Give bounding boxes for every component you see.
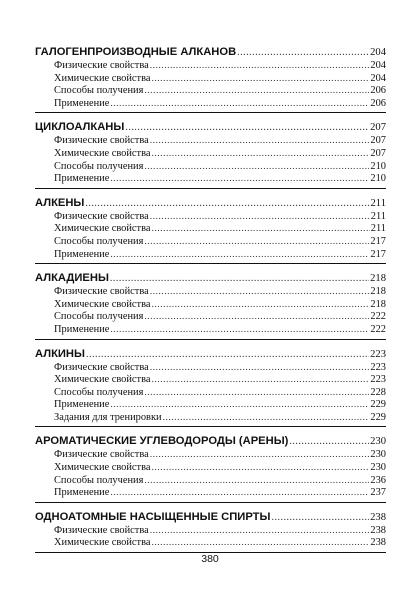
toc-entry-title: Применение — [54, 323, 110, 335]
dot-leader — [289, 434, 369, 450]
toc-entry-page: 230 — [370, 449, 386, 461]
dot-leader — [150, 449, 370, 462]
toc-section — [35, 509, 386, 553]
toc-entry-page: 206 — [370, 85, 386, 97]
toc-entry-title: Химические свойства — [54, 147, 151, 159]
toc-entry-page: 217 — [370, 248, 386, 260]
dot-leader — [150, 525, 370, 538]
dot-leader — [110, 271, 369, 287]
toc-section — [35, 119, 386, 188]
toc-section — [35, 433, 386, 502]
toc-entry — [35, 73, 386, 86]
toc-entry-title: Способы получения — [54, 235, 144, 247]
section-heading-page: 230 — [370, 436, 386, 448]
toc-entry-page: 222 — [370, 311, 386, 323]
toc-entry-page: 236 — [370, 474, 386, 486]
dot-leader — [151, 374, 369, 387]
dot-leader — [144, 161, 369, 174]
toc-entry-page: 211 — [370, 223, 386, 235]
toc-entry — [35, 148, 386, 161]
dot-leader — [151, 148, 369, 161]
toc-entry-page: 206 — [370, 97, 386, 109]
section-heading — [35, 44, 386, 60]
toc-entry — [35, 412, 386, 425]
toc-entry-page: 207 — [370, 147, 386, 159]
toc-entry-title: Применение — [54, 399, 110, 411]
toc-entry — [35, 211, 386, 224]
table-of-contents — [35, 44, 386, 559]
toc-entry-title: Способы получения — [54, 386, 144, 398]
toc-entry — [35, 399, 386, 412]
toc-entry-page: 211 — [370, 210, 386, 222]
toc-entry-title: Физические свойства — [54, 60, 149, 71]
toc-entry-page: 230 — [370, 462, 386, 474]
toc-entry — [35, 311, 386, 324]
toc-entry-title: Применение — [54, 173, 110, 185]
toc-entry-title: Химические свойства — [54, 374, 151, 386]
toc-entry-title: Химические свойства — [54, 537, 151, 549]
toc-entry — [35, 286, 386, 299]
section-heading — [35, 270, 386, 286]
section-heading-title: АЛКЕНЫ — [35, 196, 85, 209]
dot-leader — [144, 475, 369, 488]
dot-leader — [144, 85, 369, 98]
toc-entry — [35, 462, 386, 475]
dot-leader — [110, 173, 369, 186]
section-heading-title: ОДНОАТОМНЫЕ НАСЫЩЕННЫЕ СПИРТЫ — [35, 510, 271, 523]
dot-leader — [271, 510, 369, 526]
toc-entry-title: Физические свойства — [54, 361, 149, 373]
toc-entry-title: Физические свойства — [54, 286, 149, 298]
toc-entry-title: Способы получения — [54, 85, 144, 97]
section-heading-page: 218 — [370, 273, 386, 285]
section-heading-title: АРОМАТИЧЕСКИЕ УГЛЕВОДОРОДЫ (АРЕНЫ) — [35, 435, 289, 448]
dot-leader — [151, 462, 369, 475]
toc-entry-title: Химические свойства — [54, 462, 151, 474]
toc-entry-page: 223 — [370, 374, 386, 386]
toc-entry-page: 207 — [370, 135, 386, 147]
dot-leader — [151, 73, 369, 86]
toc-entry-title: Физические свойства — [54, 210, 149, 222]
toc-entry — [35, 85, 386, 98]
toc-entry — [35, 299, 386, 312]
toc-entry-title: Способы получения — [54, 160, 144, 172]
toc-entry — [35, 374, 386, 387]
dot-leader — [86, 347, 369, 363]
section-heading — [35, 509, 386, 525]
toc-entry-page: 210 — [370, 160, 386, 172]
section-heading-page: 238 — [370, 511, 386, 523]
toc-entry-page: 204 — [370, 60, 386, 71]
dot-leader — [163, 412, 370, 425]
toc-entry-title: Задания для тренировки — [54, 411, 162, 423]
toc-entry — [35, 249, 386, 262]
section-heading-page: 204 — [370, 47, 386, 58]
toc-entry — [35, 236, 386, 249]
toc-entry — [35, 475, 386, 488]
page-number: 380 — [201, 553, 219, 565]
toc-entry-page: 218 — [370, 298, 386, 310]
dot-leader — [144, 387, 369, 400]
section-heading-title: АЛКАДИЕНЫ — [35, 272, 109, 285]
dot-leader — [151, 299, 369, 312]
dot-leader — [150, 60, 370, 73]
toc-entry-page: 204 — [370, 72, 386, 84]
dot-leader — [150, 211, 370, 224]
dot-leader — [110, 487, 369, 500]
toc-entry-title: Физические свойства — [54, 524, 149, 536]
toc-entry-page: 228 — [370, 386, 386, 398]
toc-entry — [35, 362, 386, 375]
toc-entry-title: Химические свойства — [54, 72, 151, 84]
toc-section — [35, 270, 386, 339]
toc-entry — [35, 161, 386, 174]
section-heading — [35, 433, 386, 449]
section-heading — [35, 195, 386, 211]
section-heading-page: 207 — [370, 122, 386, 134]
toc-entry-title: Способы получения — [54, 311, 144, 323]
dot-leader — [110, 324, 369, 337]
toc-section — [35, 44, 386, 113]
toc-entry-page: 237 — [370, 487, 386, 499]
dot-leader — [125, 120, 369, 136]
toc-entry-page: 217 — [370, 235, 386, 247]
dot-leader — [150, 135, 370, 148]
toc-entry — [35, 525, 386, 538]
toc-entry-title: Физические свойства — [54, 135, 149, 147]
section-heading-page: 211 — [370, 197, 386, 209]
toc-entry-page: 218 — [370, 286, 386, 298]
dot-leader — [144, 311, 369, 324]
dot-leader — [85, 196, 369, 212]
toc-section — [35, 195, 386, 264]
toc-entry-page: 223 — [370, 361, 386, 373]
toc-entry — [35, 60, 386, 73]
toc-section — [35, 346, 386, 428]
toc-entry-title: Способы получения — [54, 474, 144, 486]
toc-entry — [35, 173, 386, 186]
toc-entry-page: 238 — [370, 524, 386, 536]
section-heading-page: 223 — [370, 348, 386, 360]
toc-entry-title: Применение — [54, 487, 110, 499]
toc-entry — [35, 98, 386, 111]
section-heading — [35, 346, 386, 362]
dot-leader — [110, 399, 369, 412]
dot-leader — [144, 236, 369, 249]
dot-leader — [110, 249, 369, 262]
section-heading-title: ГАЛОГЕНПРОИЗВОДНЫЕ АЛКАНОВ — [35, 46, 237, 58]
toc-entry — [35, 449, 386, 462]
toc-entry-title: Применение — [54, 248, 110, 260]
toc-entry — [35, 487, 386, 500]
section-heading — [35, 119, 386, 135]
dot-leader — [151, 223, 369, 236]
toc-entry — [35, 387, 386, 400]
toc-entry-title: Физические свойства — [54, 449, 149, 461]
toc-entry — [35, 223, 386, 236]
dot-leader — [110, 98, 369, 111]
toc-entry-title: Применение — [54, 97, 110, 109]
toc-entry-title: Химические свойства — [54, 298, 151, 310]
toc-entry-page: 229 — [370, 399, 386, 411]
dot-leader — [150, 362, 370, 375]
toc-entry-page: 238 — [370, 537, 386, 549]
toc-entry — [35, 537, 386, 550]
toc-entry-page: 229 — [370, 411, 386, 423]
section-heading-title: ЦИКЛОАЛКАНЫ — [35, 121, 125, 134]
toc-entry-page: 210 — [370, 173, 386, 185]
toc-entry — [35, 135, 386, 148]
dot-leader — [151, 537, 369, 550]
toc-entry-page: 222 — [370, 323, 386, 335]
dot-leader — [150, 286, 370, 299]
toc-entry-title: Химические свойства — [54, 223, 151, 235]
dot-leader — [237, 45, 369, 61]
toc-entry — [35, 324, 386, 337]
section-heading-title: АЛКИНЫ — [35, 347, 85, 360]
